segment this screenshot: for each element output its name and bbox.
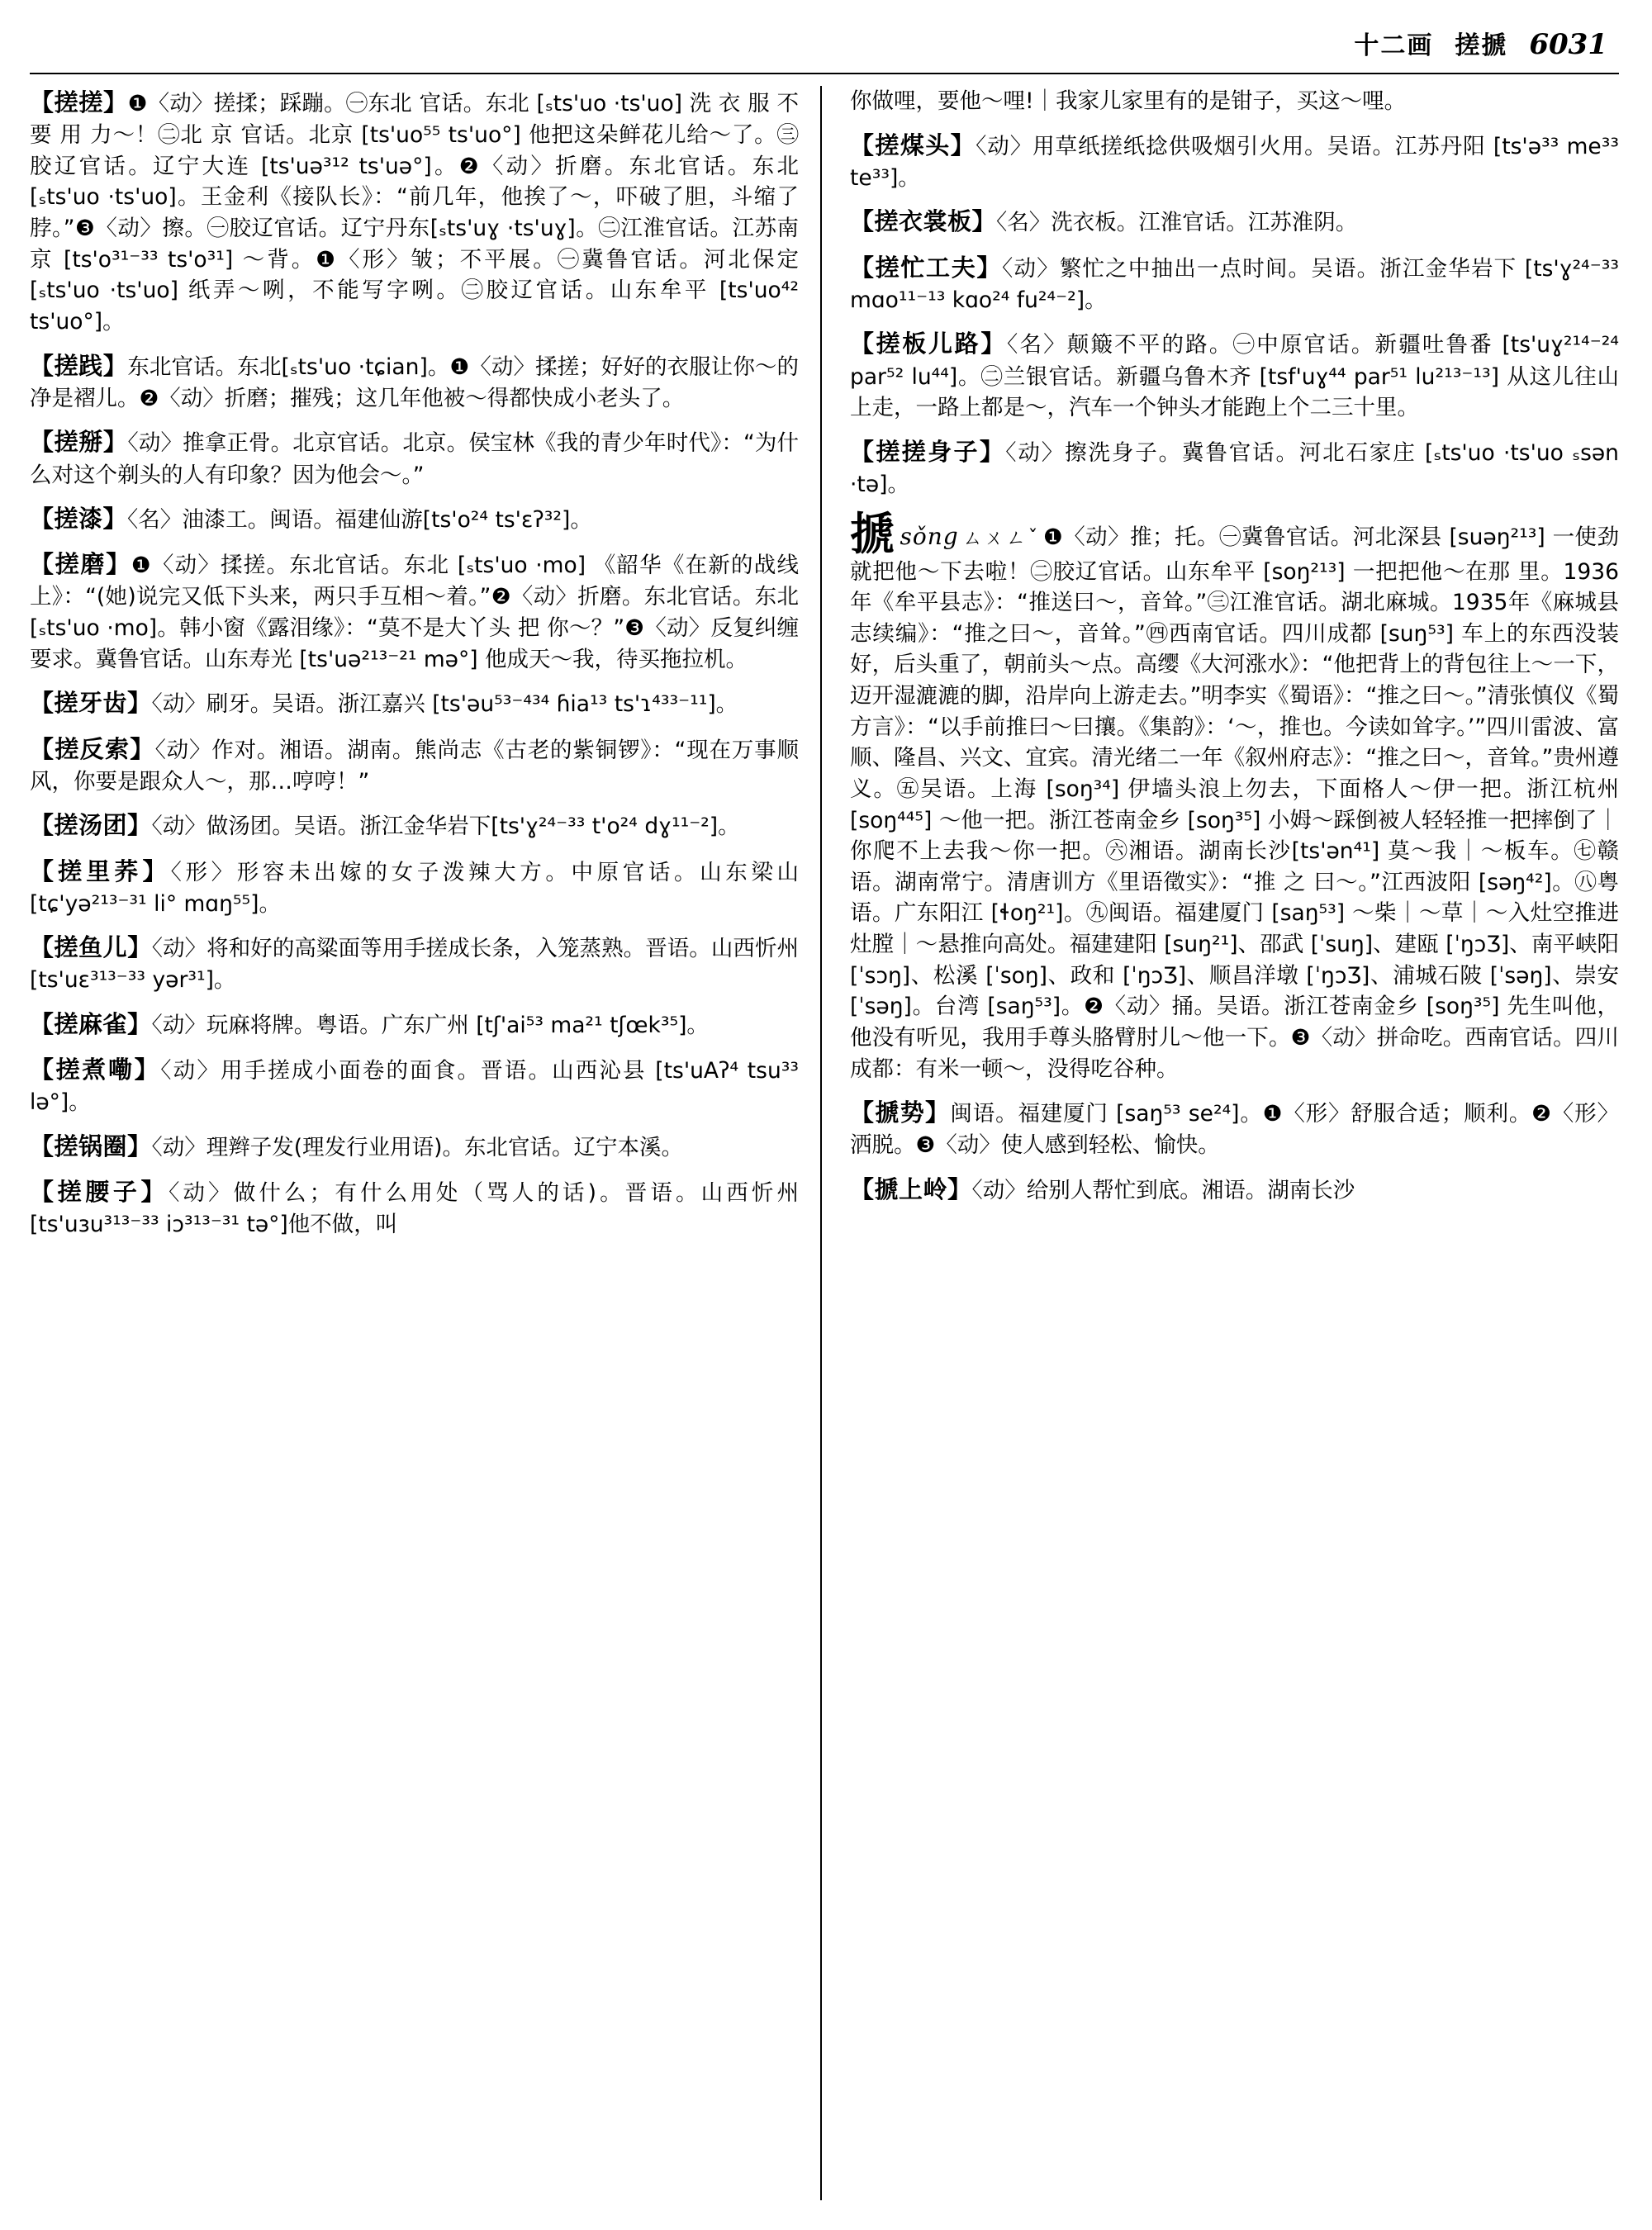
main-headword-body: ❶〈动〉推；托。㊀冀鲁官话。河北深县 [suəŋ²¹³] 一使劲就把他～下去啦！㊁胶辽官话。山东牟平 [soŋ²¹³] 一把把他～在那 里。1936年《牟平县志》：“推送曰～，音耸。”㊂江淮官话。湖北麻城。1935年《麻城县志续编》：“推之曰～，音耸。”㊃西南官话。四川成都 [suŋ⁵³] 车上的东西没装好，后头重了，朝前头～点。高缨《大河涨水》：“他把背上的背包往上～一下，迈开湿漉漉的脚，沿岸向上游走去。”明李实《蜀语》：“推之曰～。”清张慎仪《蜀方言》：“以手前推曰～曰攘。《集韵》：‘～，推也。今读如耸字。’”四川雷波、富顺、隆昌、兴文、宜宾。清光绪二一年《叙州府志》：“推之曰～，音耸。”贵州遵义。㊄吴语。上海 [soŋ³⁴] 伊墙头浪上勿去，下面格人～伊一把。浙江杭州 [soŋ⁴⁴⁵] ～他一把。浙江苍南金乡 [soŋ³⁵] 小姆～踩倒被人轻轻推一把摔倒了｜你爬不上去我～你一把。㊅湘语。湖南长沙[ts'ən⁴¹] 莫～我｜～板车。㊆赣语。湖南常宁。清唐训方《里语徵实》：“推 之 曰～。”江西波阳 [səŋ⁴²]。㊇粤语。广东阳江 [ɬoŋ²¹]。㊈闽语。福建厦门 [saŋ⁵³] ～柴｜～草｜～入灶空推进灶膛｜～悬推向高处。福建建阳 [suŋ²¹]、邵武 [ˈsuŋ]、建瓯 [ˈŋɔƷ]、南平峡阳 [ˈsɔŋ]、松溪 [ˈsoŋ]、政和 [ˈŋɔƷ]、顺昌洋墩 [ˈŋɔƷ]、浦城石陂 [ˈsəŋ]、崇安 [ˈsəŋ]。台湾 [saŋ⁵³]。❷〈动〉捅。吴语。浙江苍南金乡 [soŋ³⁵] 先生叫他，他没有听见，我用手尊头胳臂肘儿～他一下。❸〈动〉拼命吃。西南官话。四川成都：有米一顿～，没得吃谷种。 <box>850 524 1620 1082</box>
entry-headword: 【搓煤头】 <box>850 130 976 159</box>
page-header <box>30 21 1619 68</box>
dictionary-entry <box>850 205 1619 239</box>
dictionary-entry <box>30 349 799 415</box>
entry-body: 〈名〉洗衣板。江淮官话。江苏淮阴。 <box>996 210 1358 236</box>
main-headword-char: 搋 <box>850 507 895 560</box>
entry-headword: 【搓掰】 <box>30 428 128 457</box>
entry-headword: 【搓搓】 <box>30 88 128 116</box>
dictionary-entry <box>30 1130 799 1164</box>
header-inner <box>1354 25 1607 61</box>
entry-body: 〈动〉做什么；有什么用处（骂人的话)。晋语。山西忻州 [ts'uɜu³¹³⁻³³ iɔ³¹³⁻³¹ tə°]他不做，叫 <box>30 1180 799 1238</box>
entry-headword: 【搓汤团】 <box>30 811 152 840</box>
entry-headword: 【搓牙齿】 <box>30 689 152 718</box>
dictionary-entry <box>30 686 799 720</box>
entry-headword: 【搓衣裳板】 <box>850 207 997 236</box>
entry-headword: 【搓煮嘞】 <box>30 1056 161 1084</box>
dictionary-entry <box>30 931 799 996</box>
entry-body: 〈名〉油漆工。闽语。福建仙游[ts'o²⁴ ts'ɛʔ³²]。 <box>127 507 592 534</box>
dictionary-entry <box>30 855 799 920</box>
dictionary-entry <box>30 86 799 338</box>
entry-headword: 【搓板儿路】 <box>850 330 1008 358</box>
dictionary-entry <box>30 733 799 798</box>
entry-headword: 【搓搓身子】 <box>850 437 1006 466</box>
entry-headword: 【搋上岭】 <box>850 1175 972 1204</box>
dictionary-entry <box>30 1053 799 1118</box>
dictionary-entry <box>850 1173 1619 1207</box>
entry-headword: 【搓鱼儿】 <box>30 933 152 962</box>
dictionary-entry <box>850 327 1619 423</box>
page-number: 6031 <box>1529 28 1607 61</box>
entry-body: 〈动〉给别人帮忙到底。湘语。湖南长沙 <box>971 1178 1355 1204</box>
entry-body: 〈动〉用草纸搓纸捻供吸烟引火用。吴语。江苏丹阳 [ts'ə³³ me³³ te³³]。 <box>850 133 1619 191</box>
entry-headword: 【搓锅圈】 <box>30 1132 152 1161</box>
entry-headword: 【搋势】 <box>850 1098 951 1127</box>
entry-headword: 【搓反索】 <box>30 734 155 763</box>
entry-headword: 【搓磨】 <box>30 550 131 579</box>
dictionary-entry <box>30 502 799 536</box>
right-column <box>820 86 1619 2200</box>
continuation-paragraph <box>850 86 1619 117</box>
entry-body: 〈动〉刷牙。吴语。浙江嘉兴 [ts'əu⁵³⁻⁴³⁴ ɦia¹³ ts'ɿ⁴³³⁻¹¹]。 <box>151 691 738 718</box>
entry-body: 〈形〉形容未出嫁的女子泼辣大方。中原官话。山东梁山 [tɕ'yə²¹³⁻³¹ li° mɑŋ⁵⁵]。 <box>30 859 799 917</box>
entry-headword: 【搓腰子】 <box>30 1178 169 1207</box>
entry-body: 〈名〉颠簸不平的路。㊀中原官话。新疆吐鲁番 [ts'uɣ²¹⁴⁻²⁴ par⁵² lu⁴⁴]。㊁兰银官话。新疆乌鲁木齐 [tsf'uɣ⁴⁴ par⁵¹ lu²¹³⁻¹³] 从这儿往山上走，一路上都是～，汽车一个钟头才能跑上个二三十里。 <box>850 332 1619 421</box>
entry-body: 〈动〉做汤团。吴语。浙江金华岩下[ts'ɣ²⁴⁻³³ t'o²⁴ dɣ¹¹⁻²]。 <box>151 814 740 840</box>
entry-headword: 【搓践】 <box>30 351 128 380</box>
left-column <box>30 86 820 2200</box>
dictionary-entry <box>30 548 799 675</box>
dictionary-entry <box>850 129 1619 194</box>
entry-headword: 【搓麻雀】 <box>30 1010 152 1039</box>
page-columns <box>30 86 1619 2200</box>
entry-body: ❶〈动〉搓揉；踩蹦。㊀东北 官话。东北 [ₛts'uo ·ts'uo] 洗 衣 服 不 要 用 力～！㊁北 京 官话。北京 [ts'uo⁵⁵ ts'uo°] 他把这朵鲜花儿给～了。㊂胶辽官话。辽宁大连 [ts'uə³¹² ts'uə°]。❷〈动〉折磨。东北官话。东北 [ₛts'uo ·ts'uo]。王金利《接队长》：“前几年，他挨了～，吓破了胆，斗缩了脖。”❸〈动〉擦。㊀胶辽官话。辽宁丹东[ₛts'uɣ ·ts'uɣ]。㊁江淮官话。江苏南京 [ts'o³¹⁻³³ ts'o³¹] ～背。❶〈形〉皱；不平展。㊀冀鲁官话。河北保定[ₛts'uo ·ts'uo] 纸弄～咧，不能写字咧。㊁胶辽官话。山东牟平 [ts'uo⁴² ts'uo°]。 <box>30 91 799 334</box>
dictionary-entry <box>30 1008 799 1041</box>
entry-body: ❶〈动〉揉搓。东北官话。东北 [ₛts'uo ·mo] 《韶华《在新的战线上》：“(她)说完又低下头来，两只手互相～着。”❷〈动〉折磨。东北官话。东北 [ₛts'uo ·mo]。韩小窗《露泪缘》：“莫不是大丫头 把 你～？”❸〈动〉反复纠缠要求。冀鲁官话。山东寿光 [ts'uə²¹³⁻²¹ mə°] 他成天～我，待买拖拉机。 <box>30 553 799 672</box>
main-headword-zhuyin: ㄙㄨㄥˇ <box>961 525 1040 549</box>
entry-body: 〈动〉擦洗身子。冀鲁官话。河北石家庄 [ₛts'uo ·ts'uo ₛsən ·tə]。 <box>850 439 1619 497</box>
header-headword: 搓搋 <box>1455 31 1508 60</box>
dictionary-entry <box>30 425 799 491</box>
dictionary-entry <box>850 1096 1619 1161</box>
dictionary-entry <box>30 809 799 842</box>
main-headword-entry <box>850 507 1620 1085</box>
entry-headword: 【搓漆】 <box>30 505 128 534</box>
header-stroke-label: 十二画 <box>1354 31 1434 60</box>
entry-body: 〈动〉将和好的高粱面等用手搓成长条，入笼蒸熟。晋语。山西忻州 [ts'uɛ³¹³⁻³³ yər³¹]。 <box>30 936 799 994</box>
entry-headword: 【搓里荞】 <box>30 856 171 885</box>
header-divider <box>30 73 1619 74</box>
entry-body: 〈动〉玩麻将牌。粤语。广东广州 [tʃ'ai⁵³ ma²¹ tʃœk³⁵]。 <box>151 1013 709 1039</box>
dictionary-entry <box>850 251 1619 316</box>
dictionary-entry <box>850 435 1619 501</box>
entry-body: 闽语。福建厦门 [saŋ⁵³ se²⁴]。❶〈形〉舒服合适；顺利。❷〈形〉洒脱。❸〈动〉使人感到轻松、愉快。 <box>850 1101 1619 1159</box>
main-headword-pinyin: sǒng <box>900 522 959 550</box>
entry-body: 〈动〉推拿正骨。北京官话。北京。侯宝林《我的青少年时代》：“为什么对这个剃头的人有印象？因为他会～。” <box>30 430 799 488</box>
entry-body: 〈动〉繁忙之中抽出一点时间。吴语。浙江金华岩下 [ts'ɣ²⁴⁻³³ mɑo¹¹⁻¹³ kɑo²⁴ fu²⁴⁻²]。 <box>850 255 1619 313</box>
entry-body: 东北官话。东北[ₛts'uo ·tɕian]。❶〈动〉揉搓；好好的衣服让你～的净是褶儿。❷〈动〉折磨；摧残；这几年他被～得都快成小老头了。 <box>30 353 799 411</box>
entry-headword: 【搓忙工夫】 <box>850 253 1003 282</box>
continuation-text: 你做哩，要他～哩!｜我家儿家里有的是钳子，买这～哩。 <box>850 88 1407 114</box>
dictionary-entry <box>30 1175 799 1241</box>
entry-body: 〈动〉作对。湘语。湖南。熊尚志《古老的紫铜锣》：“现在万事顺风，你要是跟众人～，那…哼哼！” <box>30 737 799 795</box>
entry-body: 〈动〉用手搓成小面卷的面食。晋语。山西沁县 [ts'uAʔ⁴ tsu³³ lə°]。 <box>30 1058 799 1116</box>
entry-body: 〈动〉理辫子发(理发行业用语)。东北官话。辽宁本溪。 <box>151 1135 683 1161</box>
